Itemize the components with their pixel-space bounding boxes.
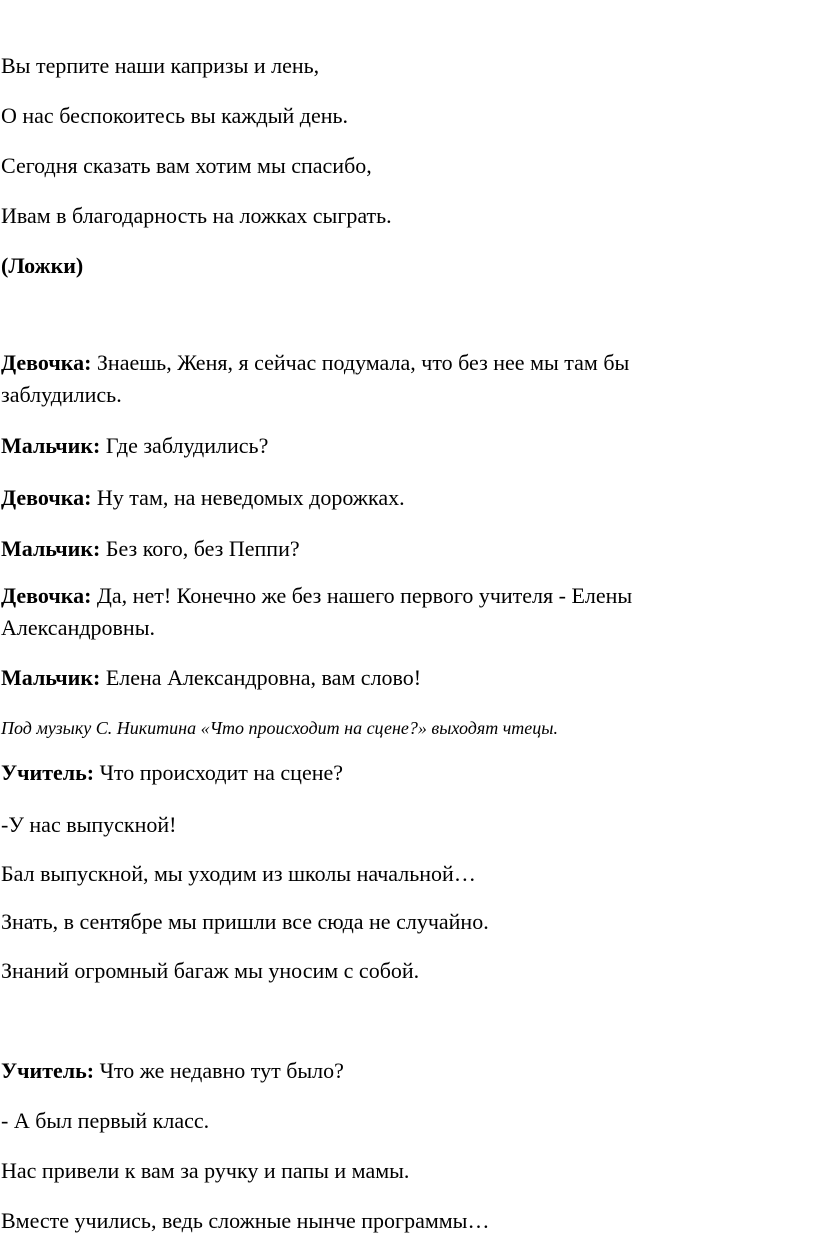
speaker-label: Девочка: xyxy=(1,485,92,510)
speaker-label: Учитель: xyxy=(1,1058,95,1083)
verse-line: - А был первый класс. xyxy=(1,1108,210,1133)
verse-line: Сегодня сказать вам хотим мы спасибо, xyxy=(1,153,372,178)
verse-line: Знаний огромный багаж мы уносим с собой. xyxy=(1,958,420,983)
dialogue-line xyxy=(1,347,741,411)
stage-direction: Под музыку С. Никитина «Что происходит на сцене?» выходят чтецы. xyxy=(1,718,558,738)
dialogue-line xyxy=(1,430,801,462)
dialogue-line xyxy=(1,757,801,789)
dialogue-text: Что же недавно тут было? xyxy=(99,1058,344,1083)
verse-line: -У нас выпускной! xyxy=(1,812,177,837)
verse-line: О нас беспокоитесь вы каждый день. xyxy=(1,103,349,128)
dialogue-text: Что происходит на сцене? xyxy=(99,760,344,785)
verse-line: Знать, в сентябре мы пришли все сюда не случайно. xyxy=(1,909,489,934)
verse-line: Ивам в благодарность на ложках сыграть. xyxy=(1,203,392,228)
speaker-label: Мальчик: xyxy=(1,433,101,458)
dialogue-line xyxy=(1,533,801,565)
dialogue-text: Да, нет! Конечно же без нашего первого учителя - Елены Александровны. xyxy=(1,583,633,640)
speaker-label: Девочка: xyxy=(1,583,92,608)
verse-line: Вместе учились, ведь сложные нынче программы… xyxy=(1,1208,490,1233)
dialogue-line xyxy=(1,662,801,694)
dialogue-text: Елена Александровна, вам слово! xyxy=(105,665,422,690)
dialogue-text: Ну там, на неведомых дорожках. xyxy=(96,485,405,510)
verse-line: Вы терпите наши капризы и лень, xyxy=(1,53,320,78)
dialogue-text: Без кого, без Пеппи? xyxy=(105,536,300,561)
dialogue-text: Где заблудились? xyxy=(105,433,269,458)
speaker-label: Мальчик: xyxy=(1,536,101,561)
dialogue-text: Знаешь, Женя, я сейчас подумала, что без нее мы там бы заблудились. xyxy=(1,350,630,407)
speaker-label: Учитель: xyxy=(1,760,95,785)
verse-line: Нас привели к вам за ручку и папы и мамы. xyxy=(1,1158,410,1183)
dialogue-line xyxy=(1,580,741,644)
dialogue-line xyxy=(1,482,801,514)
stage-note: (Ложки) xyxy=(1,253,84,278)
speaker-label: Девочка: xyxy=(1,350,92,375)
verse-line: Бал выпускной, мы уходим из школы начальной… xyxy=(1,861,476,886)
speaker-label: Мальчик: xyxy=(1,665,101,690)
dialogue-line xyxy=(1,1055,801,1087)
